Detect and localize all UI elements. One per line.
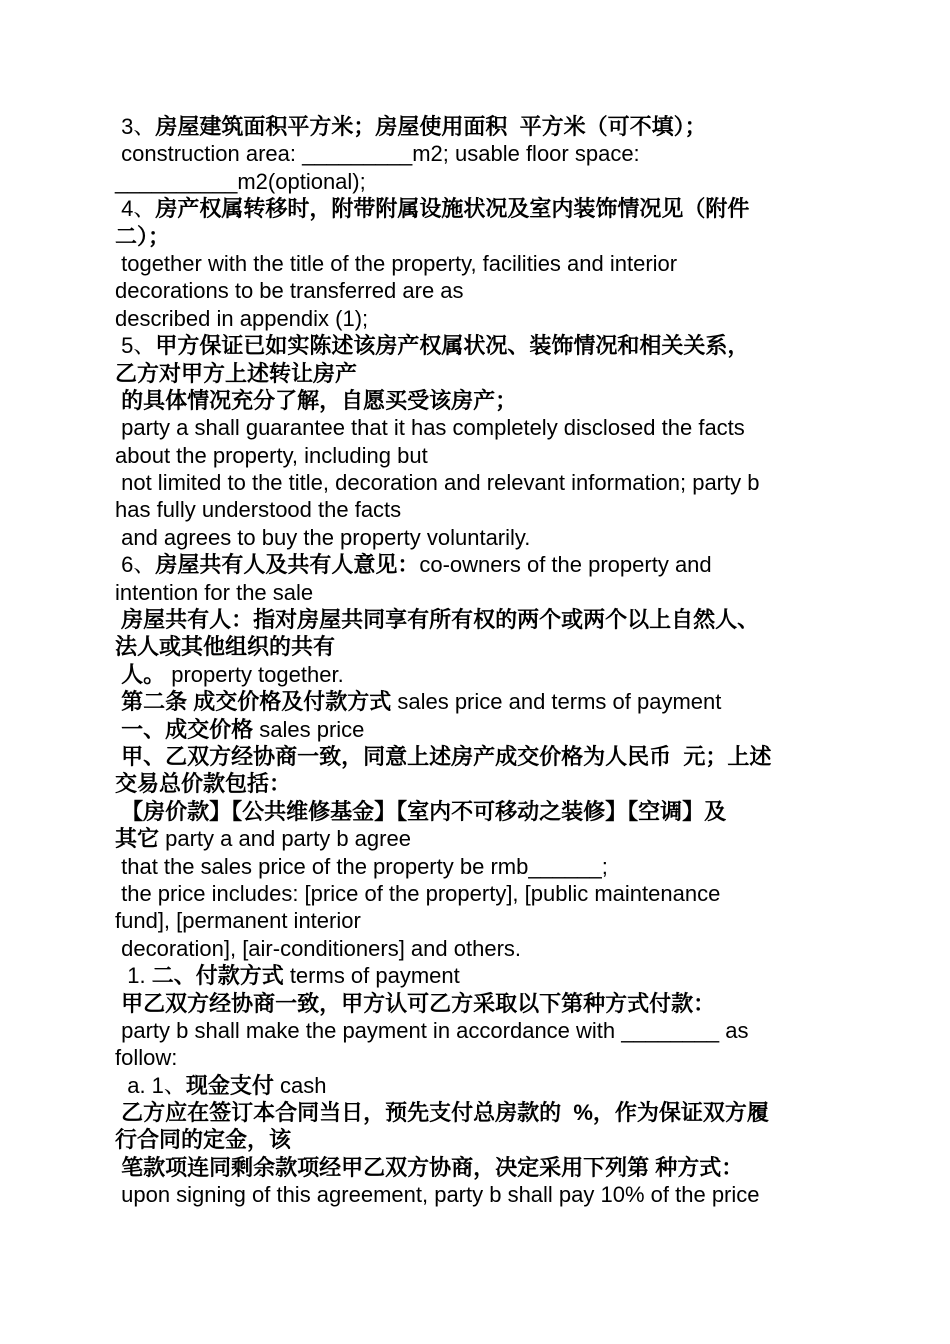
bold-text-segment: 一、成交价格 [115,716,254,742]
bold-text-segment: 【房价款】【公共维修基金】【室内不可移动之装修】【空调】及 [115,798,727,824]
document-line [115,853,845,880]
document-line [115,907,845,934]
document-line [115,743,845,770]
document-line [115,606,845,633]
document-line [115,551,845,578]
document-line [115,661,845,688]
bold-text-segment: 房屋共有人及共有人意见： [155,552,420,578]
document-line [115,1017,845,1044]
text-segment: intention for the sale [115,579,314,605]
text-segment: follow: [115,1045,178,1071]
bold-text-segment: 房产权属转移时，附带附属设施状况及室内装饰情况见（附件 [155,196,750,222]
bold-text-segment: 行合同的定金，该 [115,1127,292,1153]
document-line [115,387,845,414]
text-segment: party b shall make the payment in accordance with ________ as [115,1017,749,1043]
bold-text-segment: 笔款项连同剩余款项经甲乙双方协商，决定采用下列第 种方式： [115,1154,744,1180]
document-line [115,1154,845,1181]
document-line [115,414,845,441]
text-segment: __________m2(optional); [115,168,366,194]
document-line [115,223,845,250]
text-segment: together with the title of the property, facilities and interior [115,250,678,276]
document-line [115,633,845,660]
document-line [115,716,845,743]
text-segment: 1. [115,963,152,989]
document-line [115,1099,845,1126]
document-line [115,277,845,304]
document-line [115,1044,845,1071]
document-line [115,962,845,989]
document-line [115,935,845,962]
bold-text-segment: 房屋建筑面积平方米；房屋使用面积 平方米（可不填）； [155,114,707,139]
document-line [115,496,845,523]
bold-text-segment: 现金支付 [185,1072,274,1098]
text-segment: the price includes: [price of the property], [public maintenance [115,880,721,906]
document-line [115,770,845,797]
text-segment: fund], [permanent interior [115,908,361,934]
bold-text-segment: 二、付款方式 [151,963,284,989]
bold-text-segment: 其它 [115,826,160,852]
bold-text-segment: 乙方应在签订本合同当日，预先支付总房款的 %，作为保证双方履 [115,1100,769,1126]
text-segment: construction area: _________m2; usable floor space: [115,141,640,167]
bold-text-segment: 甲、乙双方经协商一致，同意上述房产成交价格为人民币 元；上述 [115,743,772,769]
document-line [115,579,845,606]
text-segment: cash [273,1072,327,1098]
document-line [115,1126,845,1153]
bold-text-segment: 房屋共有人：指对房屋共同享有所有权的两个或两个以上自然人、 [115,607,760,633]
document-line [115,688,845,715]
text-segment: decoration], [air-conditioners] and others. [115,935,522,961]
document-line [115,1072,845,1099]
document-line [115,880,845,907]
text-segment: sales price [253,716,365,742]
document-line [115,113,845,140]
document-line [115,360,845,387]
document-line [115,524,845,551]
bold-text-segment: 甲方保证已如实陈述该房产权属状况、装饰情况和相关关系， [155,333,750,359]
document-line [115,442,845,469]
document-line [115,1181,845,1208]
text-segment: co-owners of the property and [419,552,712,578]
document-line [115,990,845,1017]
text-segment: decorations to be transferred are as [115,278,464,304]
text-segment: party a shall guarantee that it has completely disclosed the facts [115,415,745,441]
text-segment: described in appendix (1); [115,305,369,331]
bold-text-segment: 交易总价款包括： [115,771,292,797]
text-segment: upon signing of this agreement, party b shall pay 10% of the price [115,1182,760,1208]
text-segment: 3、 [115,114,156,139]
text-segment: not limited to the title, decoration and relevant information; party b [115,470,760,496]
document-line [115,168,845,195]
bold-text-segment: 二）； [115,223,171,249]
text-segment: about the property, including but [115,442,428,468]
text-segment: terms of payment [283,963,460,989]
text-segment: 4、 [115,196,156,222]
document-line [115,798,845,825]
text-segment: party a and party b agree [159,826,411,852]
document-line [115,469,845,496]
document-line [115,305,845,332]
document-line [115,825,845,852]
text-segment: that the sales price of the property be rmb______; [115,853,608,879]
text-segment: sales price and terms of payment [391,689,722,715]
text-segment: a. 1、 [115,1072,186,1098]
bold-text-segment: 第二条 成交价格及付款方式 [115,689,392,715]
text-segment: 5、 [115,333,156,359]
document-line [115,332,845,359]
document-line [115,140,845,167]
bold-text-segment: 乙方对甲方上述转让房产 [115,360,358,386]
text-segment: has fully understood the facts [115,497,402,523]
text-segment: 6、 [115,552,156,578]
document-line [115,195,845,222]
document-line [115,250,845,277]
bold-text-segment: 法人或其他组织的共有 [115,634,336,660]
bold-text-segment: 人。 [115,661,166,687]
text-segment: property together. [165,661,344,687]
text-segment: and agrees to buy the property voluntarily. [115,524,531,550]
document-page [115,113,845,1209]
bold-text-segment: 的具体情况充分了解，自愿买受该房产； [115,387,518,413]
bold-text-segment: 甲乙双方经协商一致，甲方认可乙方采取以下第种方式付款： [115,990,716,1016]
